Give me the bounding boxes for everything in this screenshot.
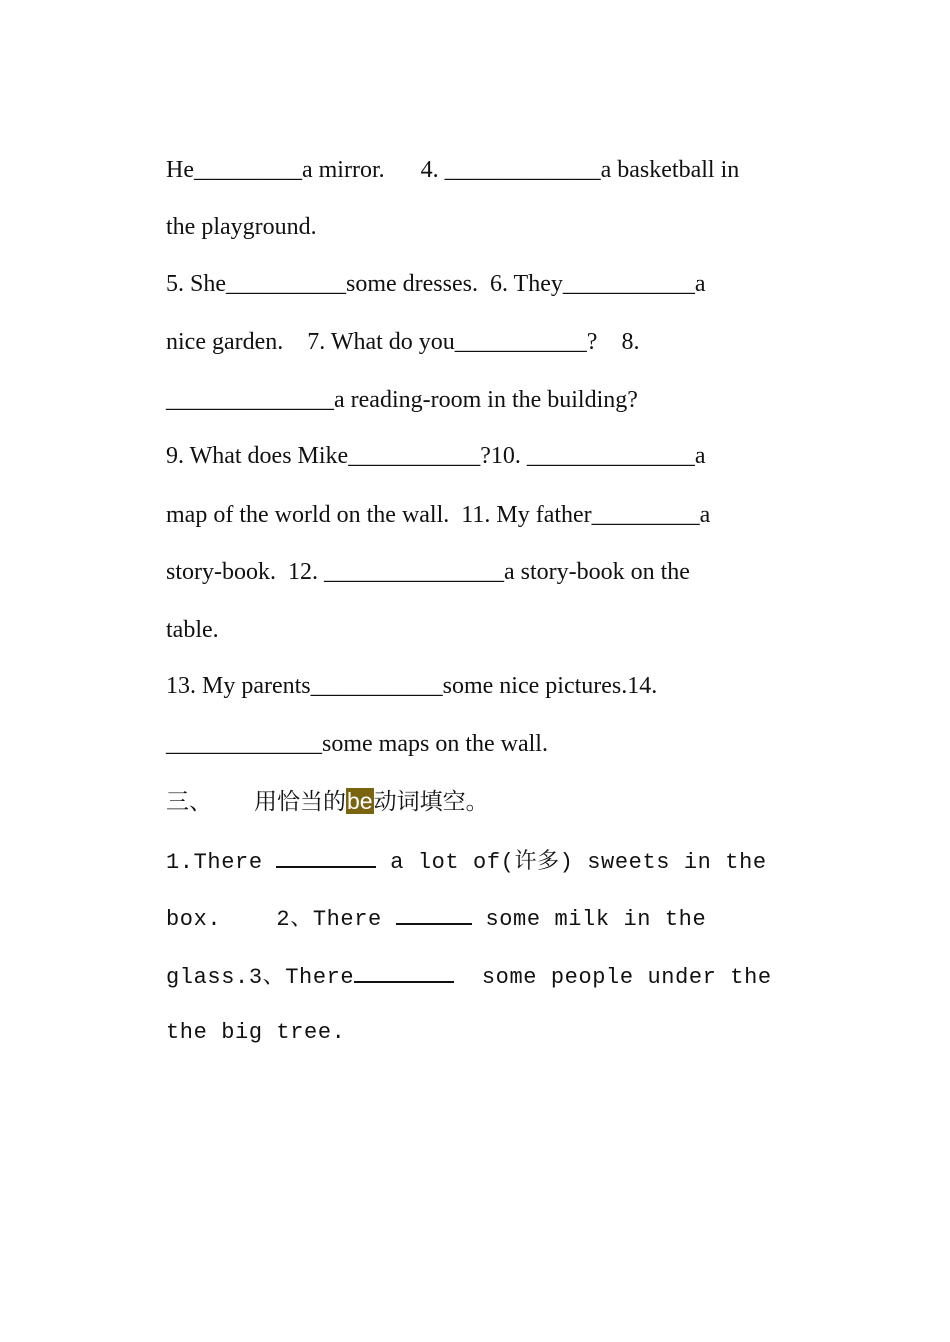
mono-line-3-start: glass.3、There: [166, 965, 355, 990]
mono-line-2-start: box. 2、There: [166, 907, 396, 932]
exercise-line-5: ______________a reading-room in the building?: [166, 387, 638, 413]
mono-line-3-end: some people under the: [454, 965, 772, 990]
be-highlight: be: [347, 788, 373, 814]
exercise-line-6: 9. What does Mike___________?10. ______________a: [166, 443, 706, 469]
exercise-line-10: 13. My parents___________some nice pictures.14.: [166, 673, 658, 699]
exercise-line-4: nice garden. 7. What do you___________? 8.: [166, 329, 640, 355]
answer-blank-3[interactable]: [354, 961, 454, 983]
section-title-before: 用恰当的: [254, 789, 346, 815]
mono-line-4: the big tree.: [166, 1020, 346, 1045]
exercise-line-7: map of the world on the wall. 11. My father_________a: [166, 502, 711, 528]
mono-line-2: [166, 903, 706, 935]
mono-line-2-end: some milk in the: [471, 907, 707, 932]
exercise-line-9: table.: [166, 617, 219, 643]
exercise-line-1: He_________a mirror. 4. _____________a basketball in: [166, 157, 740, 183]
section-title-after: 动词填空。: [373, 789, 489, 815]
mono-line-1: [166, 846, 767, 878]
mono-line-1-start: 1.There: [166, 850, 277, 875]
section-number: 三、: [166, 789, 212, 815]
section-heading: [166, 786, 489, 817]
exercise-line-2: the playground.: [166, 214, 317, 240]
exercise-line-11: _____________some maps on the wall.: [166, 731, 548, 757]
mono-line-3: [166, 961, 772, 993]
exercise-line-3: 5. She__________some dresses. 6. They___________a: [166, 271, 706, 297]
exercise-line-8: story-book. 12. _______________a story-book on the: [166, 559, 690, 585]
answer-blank-2[interactable]: [396, 903, 472, 925]
answer-blank-1[interactable]: [276, 846, 376, 868]
mono-line-1-end: a lot of(许多) sweets in the: [376, 850, 767, 875]
